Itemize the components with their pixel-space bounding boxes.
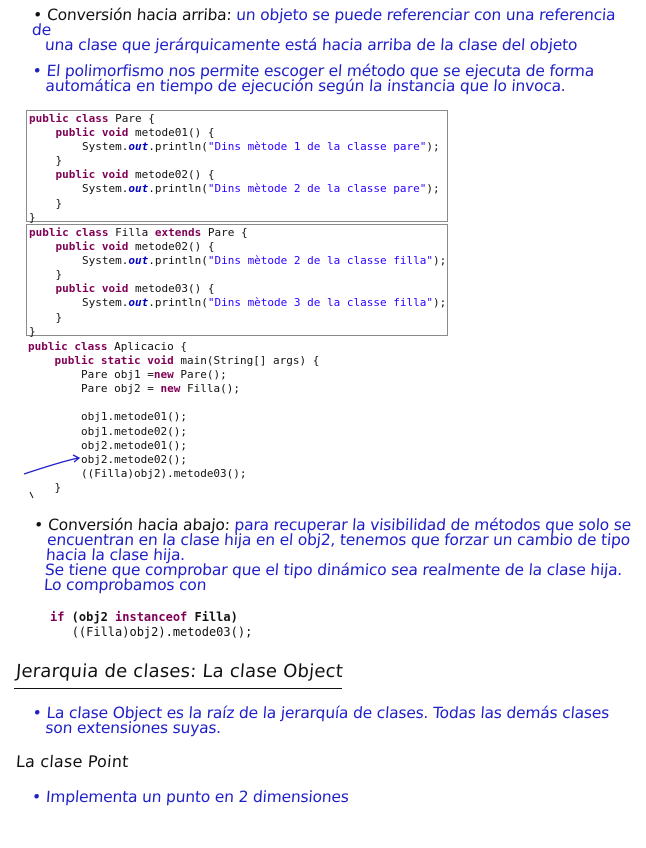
bullet-dot: • [31, 704, 43, 722]
downcast-line4: Se tiene que comprobar que el tipo dinámico sea realmente de la clase hija. [44, 561, 623, 579]
code-instanceof-check: if (obj2 instanceof Filla) ((Filla)obj2).metode03(); [50, 610, 253, 639]
polymorphism-line1: El polimorfismo nos permite escoger el método que se ejecuta de forma [45, 62, 595, 80]
pointer-arrow-icon [22, 452, 84, 478]
downcast-line3: hacia la clase hija. [45, 546, 186, 564]
heading-class-hierarchy: Jerarquia de clases: La clase Object [15, 661, 344, 682]
pen-mark-icon [28, 490, 38, 500]
bullet-dot: • [31, 62, 43, 80]
note-polymorphism [31, 64, 637, 94]
bullet-dot: • [31, 788, 42, 806]
code-box-pare [26, 110, 448, 222]
heading-class-point: La clase Point [15, 752, 130, 771]
object-root-line1: La clase Object es la raíz de la jerarquía de clases. Todas las demás clases [45, 704, 610, 722]
code-box-filla [26, 224, 448, 336]
point-line1: Implementa un punto en 2 dimensiones [45, 788, 350, 806]
downcast-line5: Lo comprobamos con [43, 576, 207, 594]
downcast-line1: para recuperar la visibilidad de métodos que solo se [233, 516, 632, 534]
bullet-dot: • [33, 516, 44, 534]
downcast-line2: encuentran en la clase hija en el obj2, tenemos que forzar un cambio de tipo [46, 531, 631, 549]
upcast-text-line1: un objeto se puede referenciar con una referencia de [31, 6, 617, 39]
code-aplicacio: public class Aplicacio { public static void main(String[] args) { Pare obj1 =new Pare(); Pare obj2 = new Filla(); obj1.metode01(); obj1.metode02(); obj2.metode01(); obj2.metode02(); ((Filla)obj2).metode03(); } [28, 340, 320, 494]
bullet-dot: • [32, 6, 43, 24]
note-downcast [29, 518, 634, 593]
note-point [31, 790, 592, 805]
heading-underline [14, 688, 342, 689]
note-object-root [31, 706, 633, 736]
downcast-term: Conversión hacia abajo: [47, 516, 231, 534]
note-upcast [30, 8, 633, 53]
code-filla: public class Filla extends Pare { public void metode02() { System.out.println("Dins mètode 2 de la classe filla"); } public void metode03() { System.out.println("Dins mètode 3 de la classe filla"); } } [29, 226, 447, 338]
upcast-text-line2: una clase que jerárquicamente está hacia arriba de la clase del objeto [44, 36, 578, 54]
upcast-term: Conversión hacia arriba: [46, 6, 233, 24]
code-pare: public class Pare { public void metode01() { System.out.println("Dins mètode 1 de la classe pare"); } public void metode02() { System.out.println("Dins mètode 2 de la classe pare"); } } [29, 112, 440, 224]
polymorphism-line2: automática en tiempo de ejecución según la instancia que lo invoca. [44, 77, 567, 95]
object-root-line2: son extensiones suyas. [44, 719, 222, 737]
